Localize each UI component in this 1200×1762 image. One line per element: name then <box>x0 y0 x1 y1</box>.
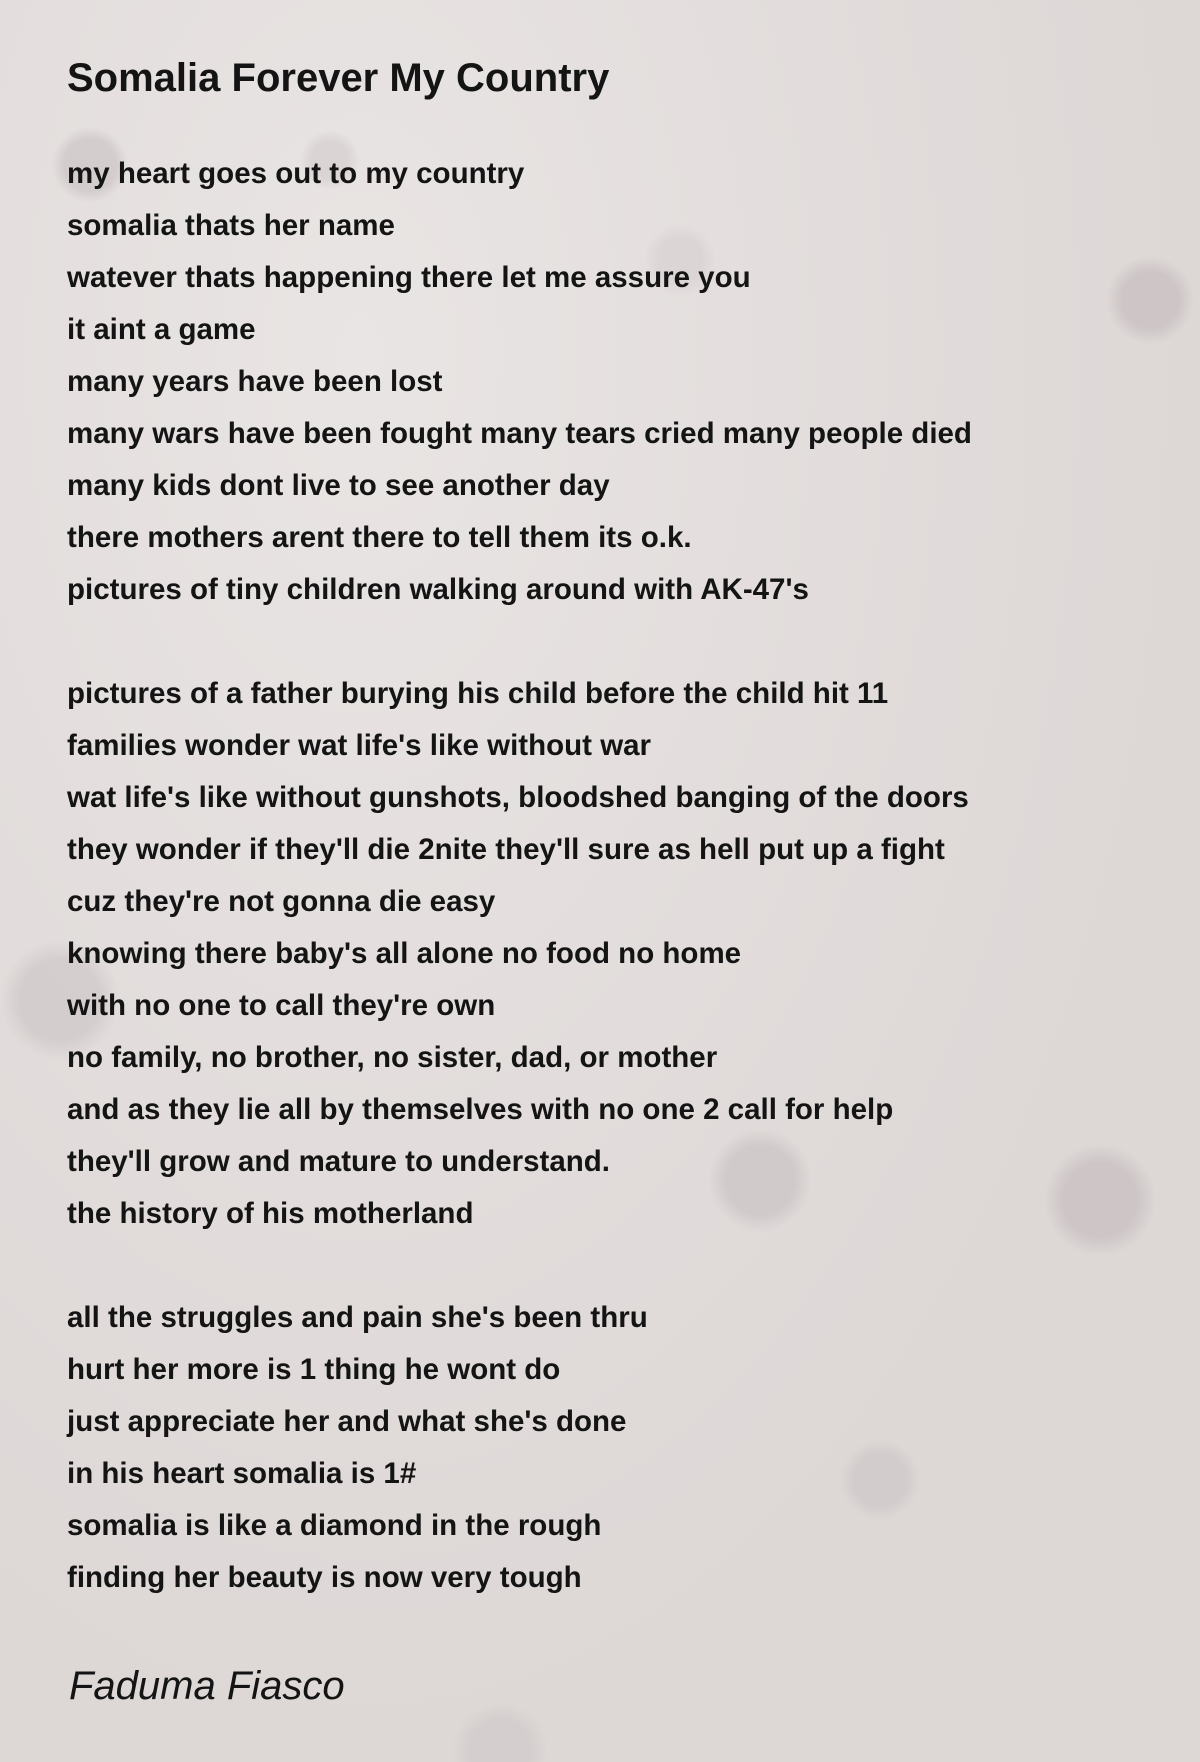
stanza-2 <box>67 668 972 1240</box>
poem-line: many wars have been fought many tears cried many people died <box>67 417 972 450</box>
poem-line: many kids dont live to see another day <box>67 469 610 502</box>
poem-line: they wonder if they'll die 2nite they'll sure as hell put up a fight <box>67 833 945 866</box>
poem-line: pictures of a father burying his child before the child hit 11 <box>67 677 889 710</box>
poem-line: my heart goes out to my country <box>67 157 525 190</box>
poem-line: it aint a game <box>67 313 256 346</box>
poem-line: no family, no brother, no sister, dad, or mother <box>67 1041 718 1074</box>
poem-line: and as they lie all by themselves with no one 2 call for help <box>67 1093 894 1126</box>
poem-line: watever thats happening there let me assure you <box>67 261 751 294</box>
poem-line: somalia thats her name <box>67 209 395 242</box>
poem-line: all the struggles and pain she's been thru <box>67 1301 648 1334</box>
stanza-1 <box>67 148 972 616</box>
stanza-3 <box>67 1292 972 1604</box>
poem-line: with no one to call they're own <box>67 989 496 1022</box>
poem-line: the history of his motherland <box>67 1197 474 1230</box>
poem-line: in his heart somalia is 1# <box>67 1457 417 1490</box>
poem-line: finding her beauty is now very tough <box>67 1561 582 1594</box>
poem-line: families wonder wat life's like without war <box>67 729 652 762</box>
poem-line: many years have been lost <box>67 365 443 398</box>
poem-line: somalia is like a diamond in the rough <box>67 1509 602 1542</box>
poem-line: pictures of tiny children walking around with AK-47's <box>67 573 809 606</box>
poem-title: Somalia Forever My Country <box>67 56 610 100</box>
poem-line: cuz they're not gonna die easy <box>67 885 496 918</box>
poem-line: knowing there baby's all alone no food no home <box>67 937 742 970</box>
poem-line: just appreciate her and what she's done <box>67 1405 627 1438</box>
poem-author: Faduma Fiasco <box>69 1664 345 1708</box>
poem-line: they'll grow and mature to understand. <box>67 1145 610 1178</box>
poem-line: hurt her more is 1 thing he wont do <box>67 1353 561 1386</box>
poem-body <box>67 148 972 1656</box>
poem-line: there mothers arent there to tell them its o.k. <box>67 521 692 554</box>
poem-line: wat life's like without gunshots, bloodshed banging of the doors <box>67 781 969 814</box>
